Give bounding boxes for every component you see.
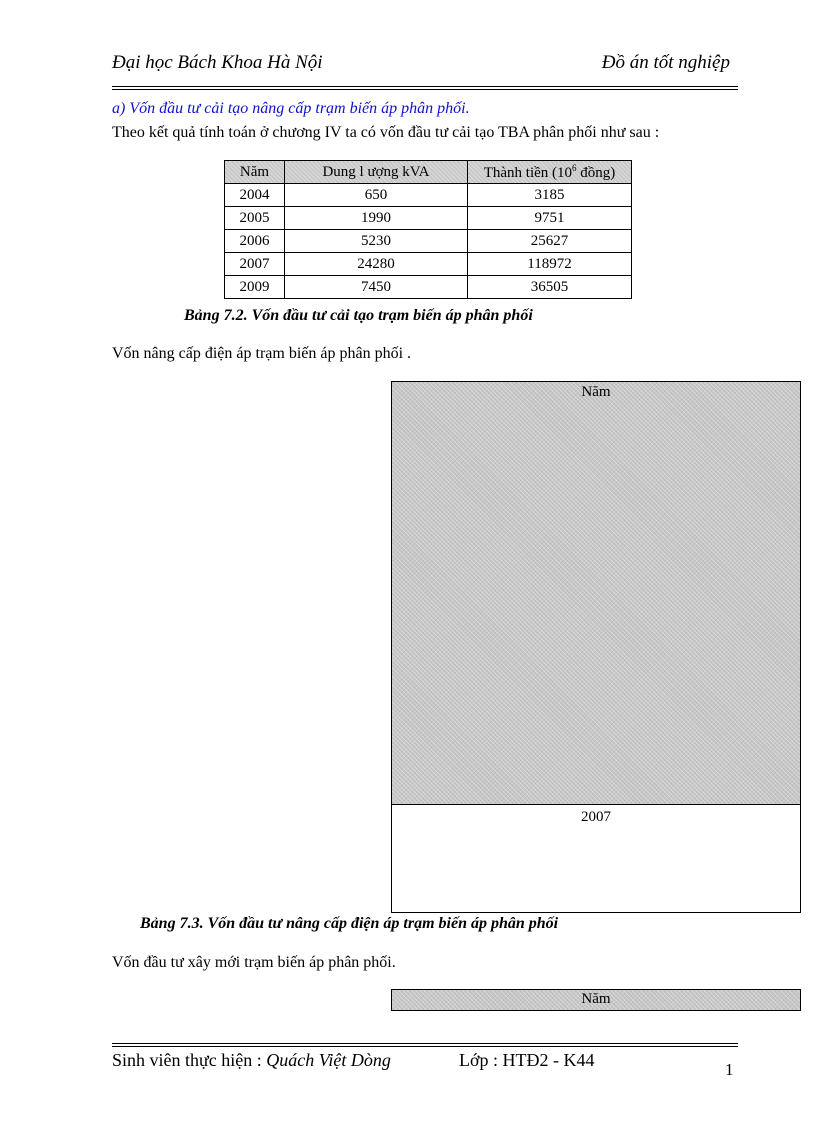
cell-cost: 9751 — [468, 207, 632, 230]
table-7-3-header-cell — [391, 381, 801, 805]
footer-rule-bottom — [112, 1046, 738, 1047]
table-7-4-header-label: Năm — [581, 991, 611, 1007]
cell-capacity: 7450 — [285, 276, 468, 299]
header-rule-bottom — [112, 89, 738, 90]
table-7-3-value-cell — [391, 804, 801, 913]
cell-capacity: 1990 — [285, 207, 468, 230]
section-b-intro: Vốn nâng cấp điện áp trạm biến áp phân phối . — [112, 345, 412, 362]
table-7-3-caption: Bảng 7.3. Vốn đầu tư nâng cấp điện áp trạm biến áp phân phối — [140, 915, 559, 932]
table-7-2 — [224, 160, 632, 299]
section-c-intro: Vốn đầu tư xây mới trạm biến áp phân phối. — [112, 954, 396, 971]
cell-year: 2006 — [225, 230, 285, 253]
cell-year: 2004 — [225, 184, 285, 207]
header-doc-type: Đồ án tốt nghiệp — [601, 52, 730, 73]
cell-year: 2009 — [225, 276, 285, 299]
table-row — [225, 276, 632, 299]
footer-student-name: Quách Việt Dòng — [266, 1050, 391, 1070]
cell-capacity: 650 — [285, 184, 468, 207]
table-7-2-caption: Bảng 7.2. Vốn đầu tư cải tạo trạm biến áp phân phối — [184, 307, 533, 324]
section-a-intro: Theo kết quả tính toán ở chương IV ta có vốn đầu tư cải tạo TBA phân phối như sau : — [112, 124, 660, 141]
footer-student — [112, 1050, 391, 1071]
cell-year: 2007 — [225, 253, 285, 276]
cell-cost: 118972 — [468, 253, 632, 276]
table-7-3-year-value: 2007 — [581, 809, 611, 825]
cell-capacity: 5230 — [285, 230, 468, 253]
page-number: 1 — [725, 1060, 734, 1079]
section-a-heading: a) Vốn đầu tư cải tạo nâng cấp trạm biến áp phân phối. — [112, 100, 470, 117]
cell-year: 2005 — [225, 207, 285, 230]
table-7-3-header-label: Năm — [581, 384, 611, 400]
cell-cost: 25627 — [468, 230, 632, 253]
footer-student-label: Sinh viên thực hiện : — [112, 1050, 267, 1070]
col-header-year: Năm — [225, 161, 285, 184]
col-header-cost: Thành tiền ($10^6$ đồng) — [468, 161, 632, 184]
table-row — [225, 253, 632, 276]
footer-rule-top — [112, 1043, 738, 1044]
table-7-4-header-cell — [391, 989, 801, 1011]
cell-cost: 36505 — [468, 276, 632, 299]
header-school: Đại học Bách Khoa Hà Nội — [112, 52, 323, 73]
cell-capacity: 24280 — [285, 253, 468, 276]
header-rule-top — [112, 86, 738, 87]
table-row — [225, 184, 632, 207]
col-header-capacity: Dung l ượng kVA — [285, 161, 468, 184]
footer-class: Lớp : HTĐ2 - K44 — [459, 1050, 595, 1070]
table-header-row — [225, 161, 632, 184]
cell-cost: 3185 — [468, 184, 632, 207]
table-row — [225, 230, 632, 253]
table-row — [225, 207, 632, 230]
